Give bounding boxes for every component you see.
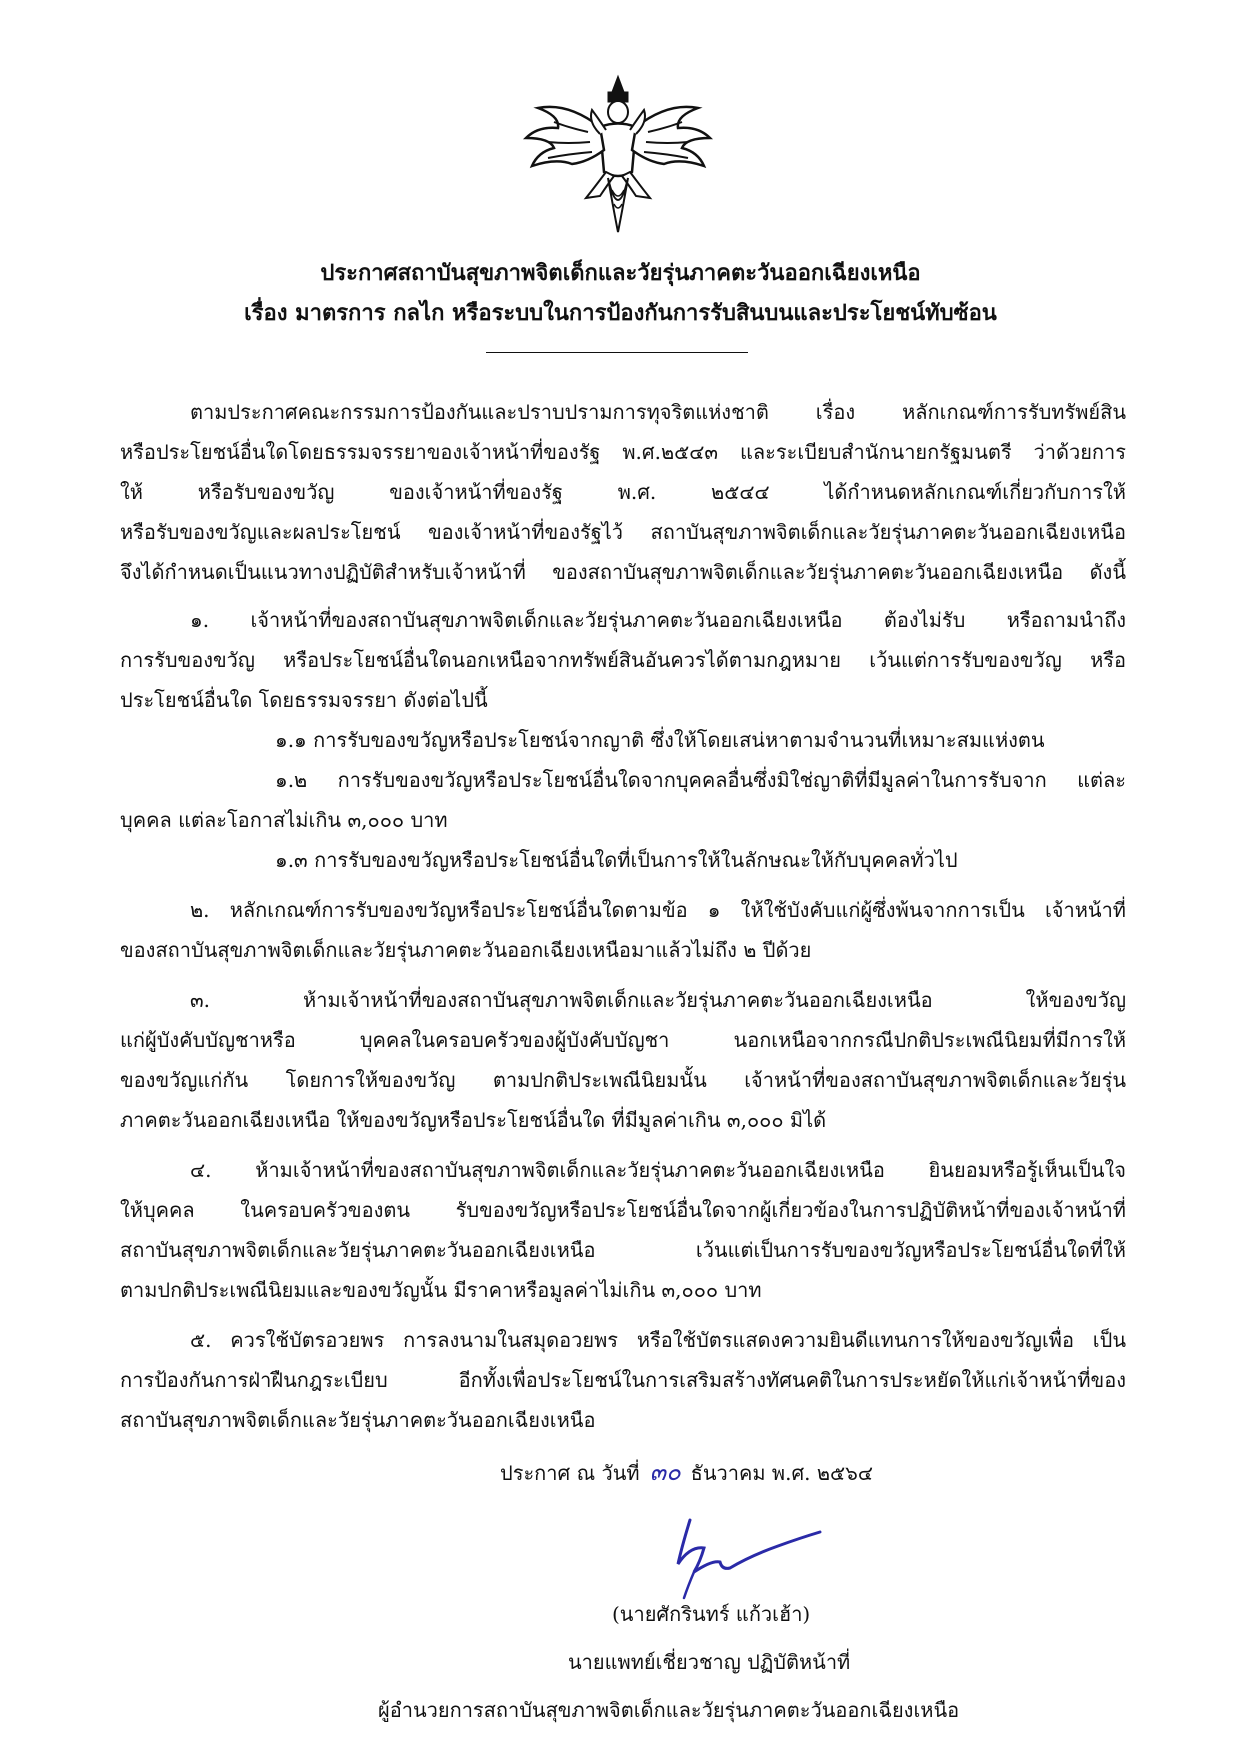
item1-2-line: ๑.๒ การรับของขวัญหรือประโยชน์อื่นใดจากบุคคลอื่นซึ่งมิใช่ญาติที่มีมูลค่าในการรับจาก แต่ละ xyxy=(275,768,1126,792)
item3-line: แก่ผู้บังคับบัญชาหรือ บุคคลในครอบครัวของผู้บังคับบัญชา นอกเหนือจากกรณีปกติประเพณีนิยมที่มีการให้ xyxy=(120,1028,1126,1052)
intro-line: หรือประโยชน์อื่นใดโดยธรรมจรรยาของเจ้าหน้าที่ของรัฐ พ.ศ.๒๕๔๓ และระเบียบสำนักนายกรัฐมนตรี ว่าด้วยการ xyxy=(120,440,1126,464)
intro-line: จึงได้กำหนดเป็นแนวทางปฏิบัติสำหรับเจ้าหน้าที่ ของสถาบันสุขภาพจิตเด็กและวัยรุ่นภาคตะวันออกเฉียงเหนือ ดังนี้ xyxy=(120,560,1126,584)
item3-line: ๓. ห้ามเจ้าหน้าที่ของสถาบันสุขภาพจิตเด็กและวัยรุ่นภาคตะวันออกเฉียงเหนือ ให้ของขวัญ xyxy=(190,988,1126,1012)
signer-title: ผู้อำนวยการสถาบันสุขภาพจิตเด็กและวัยรุ่นภาคตะวันออกเฉียงเหนือ xyxy=(378,1698,960,1722)
intro-line: ให้ หรือรับของขวัญ ของเจ้าหน้าที่ของรัฐ พ.ศ. ๒๕๔๔ ได้กำหนดหลักเกณฑ์เกี่ยวกับการให้ xyxy=(120,480,1126,504)
item4-line: ตามปกติประเพณีนิยมและของขวัญนั้น มีราคาหรือมูลค่าไม่เกิน ๓,๐๐๐ บาท xyxy=(120,1278,762,1302)
title-divider xyxy=(486,352,748,353)
signer-name: (นายศักรินทร์ แก้วเฮ้า) xyxy=(612,1602,811,1626)
item1-3-line: ๑.๓ การรับของขวัญหรือประโยชน์อื่นใดที่เป็นการให้ในลักษณะให้กับบุคคลทั่วไป xyxy=(275,848,958,872)
item1-line: การรับของขวัญ หรือประโยชน์อื่นใดนอกเหนือจากทรัพย์สินอันควรได้ตามกฎหมาย เว้นแต่การรับของขวัญ หรือ xyxy=(120,648,1126,672)
item5-line: การป้องกันการฝ่าฝืนกฎระเบียบ อีกทั้งเพื่อประโยชน์ในการเสริมสร้างทัศนคติในการประหยัดให้แก่เจ้าหน้าที่ของ xyxy=(120,1368,1126,1392)
date-prefix: ประกาศ ณ วันที่ xyxy=(500,1461,640,1485)
item3-line: ภาคตะวันออกเฉียงเหนือ ให้ของขวัญหรือประโยชน์อื่นใด ที่มีมูลค่าเกิน ๓,๐๐๐ มิได้ xyxy=(120,1108,827,1132)
handwritten-day: ๓๐ xyxy=(649,1458,681,1486)
item2-line: ของสถาบันสุขภาพจิตเด็กและวัยรุ่นภาคตะวันออกเฉียงเหนือมาแล้วไม่ถึง ๒ ปีด้วย xyxy=(120,938,812,962)
announcement-date xyxy=(500,1452,1020,1492)
item3-line: ของขวัญแก่กัน โดยการให้ของขวัญ ตามปกติประเพณีนิยมนั้น เจ้าหน้าที่ของสถาบันสุขภาพจิตเด็กและวัยรุ่น xyxy=(120,1068,1126,1092)
item4-line: ให้บุคคล ในครอบครัวของตน รับของขวัญหรือประโยชน์อื่นใดจากผู้เกี่ยวข้องในการปฏิบัติหน้าที่ของเจ้าหน้าที่ xyxy=(120,1198,1126,1222)
garuda-emblem-icon xyxy=(508,72,728,242)
item1-1-line: ๑.๑ การรับของขวัญหรือประโยชน์จากญาติ ซึ่งให้โดยเสน่หาตามจำนวนที่เหมาะสมแห่งตน xyxy=(275,728,1045,752)
item5-line: ๕. ควรใช้บัตรอวยพร การลงนามในสมุดอวยพร หรือใช้บัตรแสดงความยินดีแทนการให้ของขวัญเพื่อ เป็น xyxy=(190,1328,1126,1352)
intro-line: ตามประกาศคณะกรรมการป้องกันและปราบปรามการทุจริตแห่งชาติ เรื่อง หลักเกณฑ์การรับทรัพย์สิน xyxy=(190,400,1126,424)
item1-line: ประโยชน์อื่นใด โดยธรรมจรรยา ดังต่อไปนี้ xyxy=(120,688,488,712)
item4-line: สถาบันสุขภาพจิตเด็กและวัยรุ่นภาคตะวันออกเฉียงเหนือ เว้นแต่เป็นการรับของขวัญหรือประโยชน์อื่นใดที่ให้ xyxy=(120,1238,1126,1262)
intro-line: หรือรับของขวัญและผลประโยชน์ ของเจ้าหน้าที่ของรัฐไว้ สถาบันสุขภาพจิตเด็กและวัยรุ่นภาคตะวันออกเฉียงเหนือ xyxy=(120,520,1126,544)
item2-line: ๒. หลักเกณฑ์การรับของขวัญหรือประโยชน์อื่นใดตามข้อ ๑ ให้ใช้บังคับแก่ผู้ซึ่งพ้นจากการเป็น เจ้าหน้าที่ xyxy=(190,898,1126,922)
item1-2-line: บุคคล แต่ละโอกาสไม่เกิน ๓,๐๐๐ บาท xyxy=(120,808,448,832)
announcement-subject: เรื่อง มาตรการ กลไก หรือระบบในการป้องกันการรับสินบนและประโยชน์ทับซ้อน xyxy=(244,300,997,326)
signature-mark-icon xyxy=(660,1506,830,1606)
item1-line: ๑. เจ้าหน้าที่ของสถาบันสุขภาพจิตเด็กและวัยรุ่นภาคตะวันออกเฉียงเหนือ ต้องไม่รับ หรือถามนำถึง xyxy=(190,608,1126,632)
date-suffix: ธันวาคม พ.ศ. ๒๕๖๔ xyxy=(690,1461,874,1485)
signer-position: นายแพทย์เชี่ยวชาญ ปฏิบัติหน้าที่ xyxy=(568,1650,851,1674)
announcement-title: ประกาศสถาบันสุขภาพจิตเด็กและวัยรุ่นภาคตะวันออกเฉียงเหนือ xyxy=(320,260,921,286)
item5-line: สถาบันสุขภาพจิตเด็กและวัยรุ่นภาคตะวันออกเฉียงเหนือ xyxy=(120,1408,596,1432)
item4-line: ๔. ห้ามเจ้าหน้าที่ของสถาบันสุขภาพจิตเด็กและวัยรุ่นภาคตะวันออกเฉียงเหนือ ยินยอมหรือรู้เห็นเป็นใจ xyxy=(190,1158,1126,1182)
